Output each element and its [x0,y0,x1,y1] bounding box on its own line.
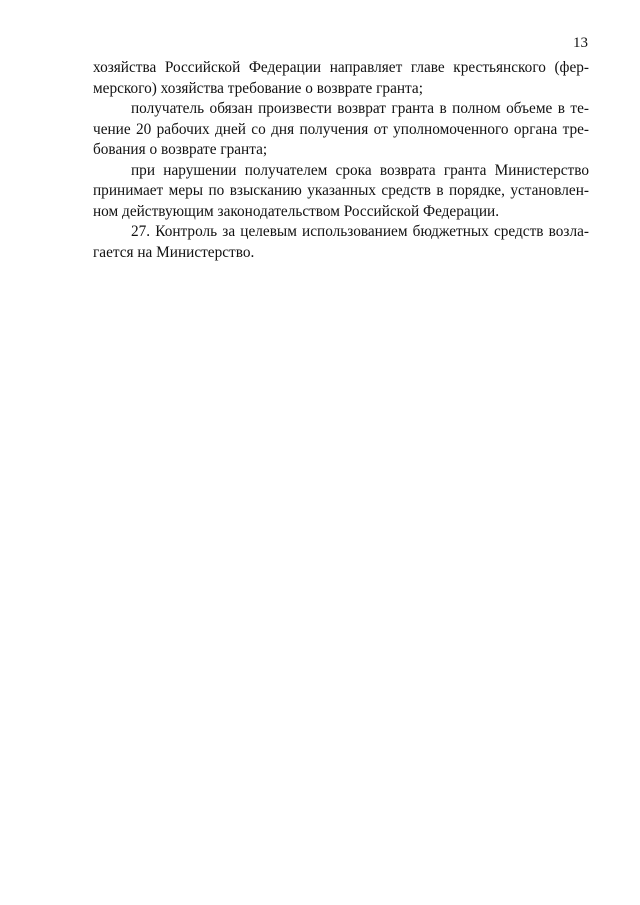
text-line: ном действующим законодательством Российской Федерации. [93,202,500,220]
text-line: при нарушении получателем срока возврата гранта Министерство [131,161,589,179]
text-line: бования о возврате гранта; [93,141,268,158]
page-number: 13 [573,35,588,51]
text-line: чение 20 рабочих дней со дня получения от уполномоченного органа тре- [93,120,589,138]
text-line: гается на Министерство. [93,243,255,261]
text-line: получатель обязан произвести возврат гранта в полном объеме в те- [131,100,589,117]
paragraph [93,222,589,263]
text-line: хозяйства Российской Федерации направляет главе крестьянского (фер- [93,59,589,76]
text-line: мерского) хозяйства требование о возврате гранта; [93,79,423,97]
document-body [93,58,589,263]
paragraph [93,161,589,223]
paragraph [93,58,589,99]
text-line: принимает меры по взысканию указанных средств в порядке, установлен- [93,182,589,199]
text-line: 27. Контроль за целевым использованием бюджетных средств возла- [131,223,589,240]
paragraph [93,99,589,161]
